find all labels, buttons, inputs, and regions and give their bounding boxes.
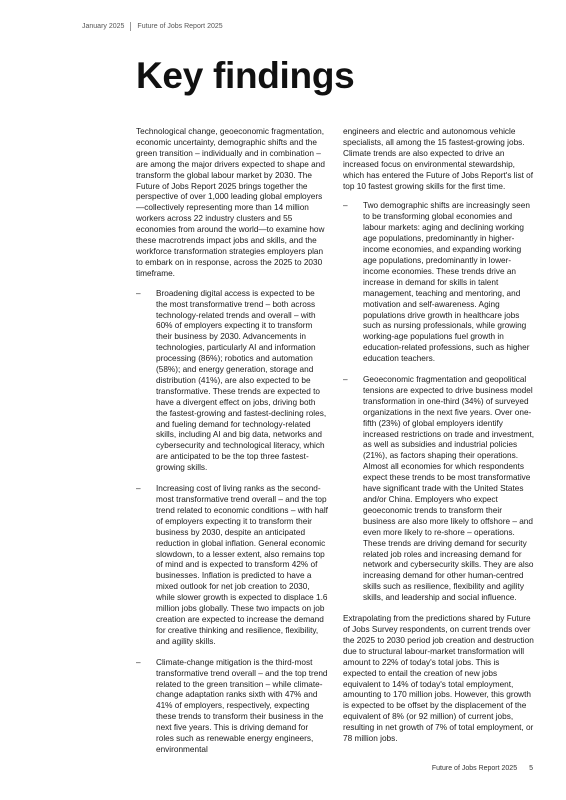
- bullet-text: Geoeconomic fragmentation and geopolitical tensions are expected to drive business model transformation in one-third (34%) of surveyed organizations in the next five years. Over one-fifth (23%) of global employers identify increased restrictions on trade and investment, as well as subsidies and industrial policies (21%), as factors shaping their operations. Almost all economies for which respondents expect these trends to be most transformative have significant trade with the United States and/or China. Employers who expect geoeconomic trends to transform their business are also more likely to offshore – and even more likely to re-shore – operations. These trends are driving demand for security related job roles and increasing demand for network and cybersecurity skills. They are also increasing demand for other human-centred skills such as resilience, flexibility and agility skills, and leadership and social influence.: [363, 375, 535, 603]
- continued-paragraph: engineers and electric and autonomous vehicle specialists, all among the 15 fastest-growing jobs. Climate trends are also expected to drive an increased focus on environmental stewardship, which has entered the Future of Jobs Report's list of top 10 fastest growing skills for the first time.: [343, 127, 534, 191]
- bullet-text: Broadening digital access is expected to be the most transformative trend – both across technology-related trends and overall – with 60% of employers expecting it to transform their business by 2030. Advancements in technologies, particularly AI and information processing (86%); robotics and automation (58%); and energy generation, storage and distribution (41%), are also expected to be transformative. These trends are expected to have a divergent effect on jobs, driving both the fastest-growing and fastest-declining roles, and fueling demand for technology-related skills, including AI and big data, networks and cybersecurity and technological literacy, which are anticipated to be the top three fastest-growing skills.: [156, 288, 327, 473]
- bullet-marker: –: [136, 288, 141, 298]
- intro-paragraph: Technological change, geoeconomic fragmentation, economic uncertainty, demographic shifts and the green transition – individually and in combination – are among the major drivers expected to shape and transform the global labour market by 2030. The Future of Jobs Report 2025 brings together the perspective of over 1,000 leading global employers—collectively representing more than 14 million workers across 22 industry clusters and 55 economies from around the world—to examine how these macrotrends impact jobs and skills, and the workforce transformation strategies employers plan to embark on in response, across the 2025 to 2030 timeframe.: [136, 127, 325, 278]
- right-column: [343, 127, 535, 754]
- bullet-cost-of-living: [136, 484, 328, 648]
- page-number: 5: [529, 765, 533, 772]
- bullet-marker: –: [136, 484, 141, 494]
- bullet-marker: –: [343, 375, 348, 385]
- bullet-climate-change: [136, 658, 328, 756]
- bullet-digital-access: [136, 289, 328, 474]
- bullet-text: Climate-change mitigation is the third-most transformative trend overall – and the top trend related to the green transition – while climate-change adaptation ranks sixth with 47% and 41% of employers, respectively, expecting these trends to transform their business in the next five years. This is driving demand for roles such as renewable energy engineers, environmental: [156, 657, 328, 754]
- bullet-text: Two demographic shifts are increasingly seen to be transforming global economies and labour markets: aging and declining working age populations, predominantly in higher-income economies, and expanding working age populations, predominantly in lower-income economies. These trends drive an increase in demand for skills in talent management, teaching and mentoring, and motivation and self-awareness. Aging populations drive growth in healthcare jobs such as nursing professionals, while growing working-age populations fuel growth in education-related professions, such as higher education teachers.: [363, 201, 530, 364]
- header-report-title: Future of Jobs Report 2025: [137, 23, 223, 30]
- page-footer: [432, 765, 533, 772]
- bullet-geoeconomic: [343, 375, 535, 604]
- footer-report-title: Future of Jobs Report 2025: [431, 765, 518, 772]
- bullet-marker: –: [343, 201, 348, 211]
- left-column: [136, 127, 328, 766]
- bullet-demographic-shifts: [343, 201, 535, 365]
- page-header: [82, 22, 223, 31]
- closing-paragraph: Extrapolating from the predictions shared by Future of Jobs Survey respondents, on current trends over the 2025 to 2030 period job creation and destruction due to structural labour-market transformation will amount to 22% of today's total jobs. This is expected to entail the creation of new jobs equivalent to 14% of today's total employment, amounting to 170 million jobs. However, this growth is expected to be offset by the displacement of the equivalent of 8% (or 92 million) of current jobs, resulting in net growth of 7% of total employment, or 78 million jobs.: [343, 614, 534, 744]
- header-divider: [130, 22, 131, 31]
- header-date: January 2025: [82, 23, 125, 30]
- bullet-marker: –: [136, 657, 141, 667]
- page-title: Key findings: [136, 55, 355, 96]
- bullet-text: Increasing cost of living ranks as the second-most transformative trend overall – and the top trend related to economic conditions – with half of employers expecting it to transform their business by 2030, despite an anticipated reduction in global inflation. General economic slowdown, to a lesser extent, also remains top of mind and is expected to transform 42% of businesses. Inflation is predicted to have a mixed outlook for net job creation to 2030, while slower growth is expected to displace 1.6 million jobs globally. These two impacts on job creation are expected to increase the demand for creative thinking and resilience, flexibility, and agility skills.: [156, 484, 328, 646]
